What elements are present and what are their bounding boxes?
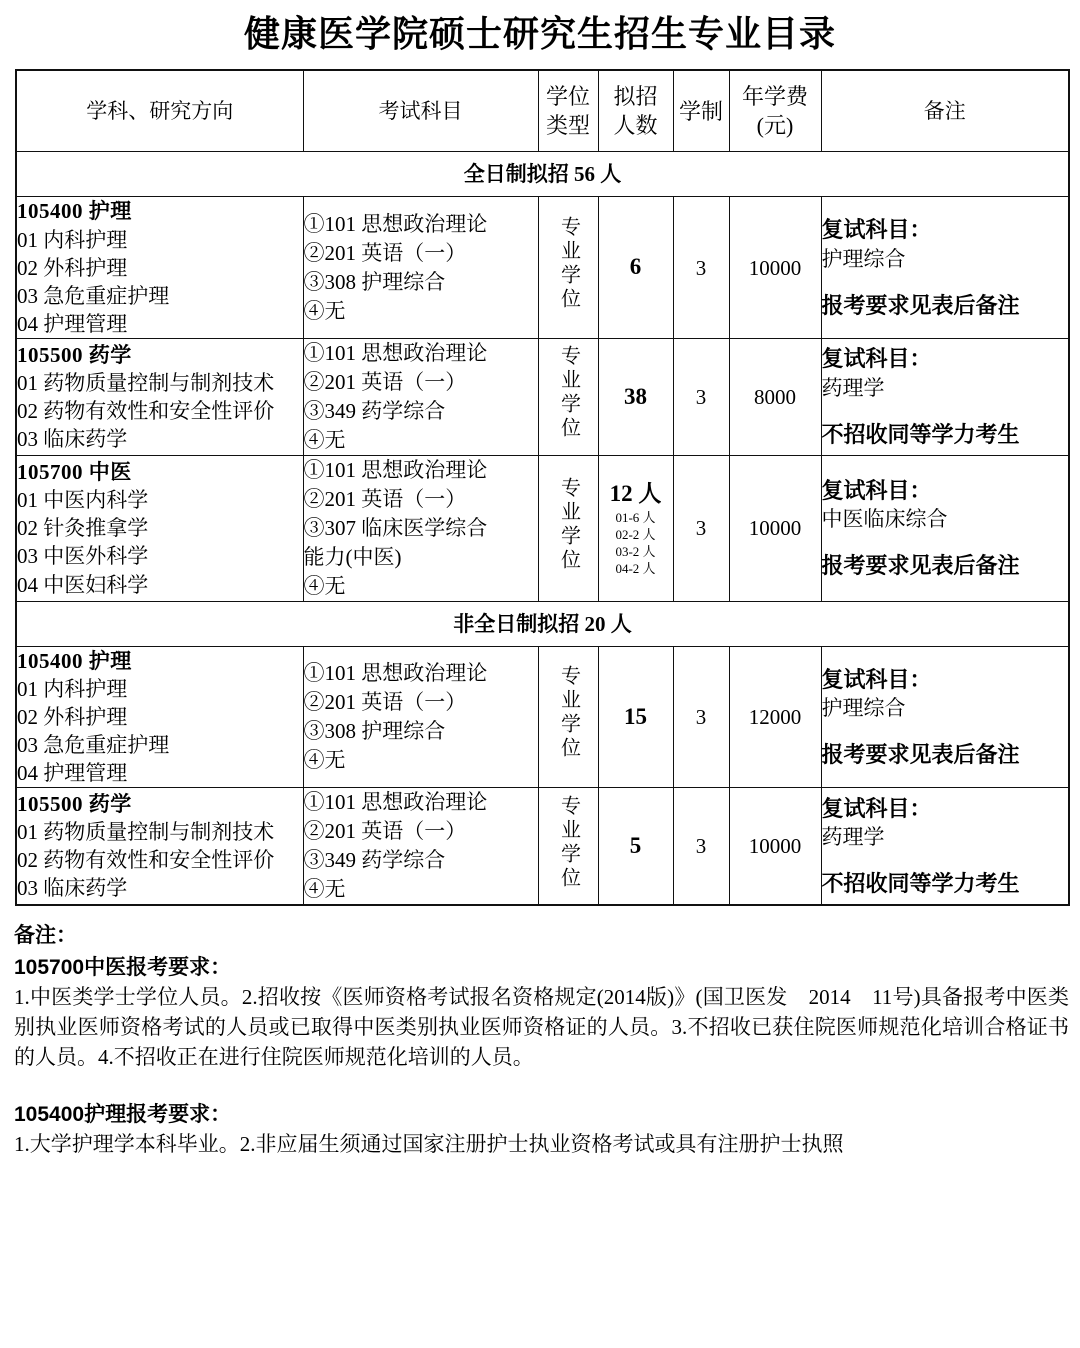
header-subject: 考试科目: [303, 70, 538, 152]
table-row: [16, 788, 1069, 905]
exam-subject: ②201 英语（一）: [303, 486, 467, 511]
quota-total: 5: [629, 832, 642, 858]
exam-subject: ④无: [303, 573, 346, 598]
cell-remark: [821, 197, 1069, 339]
header-degree-type: [538, 70, 598, 152]
cell-duration: 3: [673, 455, 729, 601]
quota-total: 6: [629, 254, 642, 280]
header-degree-type-line2: 类型: [545, 113, 590, 139]
section-band-row: [16, 152, 1069, 197]
cell-annual-fee: 12000: [729, 646, 821, 788]
cell-quota: [598, 339, 673, 456]
exam-subject: ①101 思想政治理论: [303, 790, 488, 815]
research-direction: 03 急危重症护理: [17, 283, 170, 308]
cell-field-directions: [16, 788, 303, 905]
exam-subject: ③349 药学综合: [303, 398, 446, 423]
footnotes-label: 备注：: [14, 924, 77, 948]
footnote-2-heading: 105400护理报考要求：: [14, 1102, 232, 1126]
cell-annual-fee: 10000: [729, 788, 821, 905]
header-degree-type-line1: 学位: [545, 83, 590, 109]
cell-degree-type: [538, 646, 598, 788]
remark-subject: 中医临床综合: [821, 507, 948, 532]
cell-exam-subjects: [303, 646, 538, 788]
cell-annual-fee: 10000: [729, 455, 821, 601]
cell-remark: [821, 455, 1069, 601]
quota-breakdown-item: 04-2 人: [615, 560, 656, 576]
cell-duration: 3: [673, 339, 729, 456]
table-row: [16, 197, 1069, 339]
remark-gap: [822, 851, 1069, 869]
exam-subject: ③308 护理综合: [303, 719, 446, 744]
remark-subject: 护理综合: [821, 246, 906, 271]
section-band-row: [16, 601, 1069, 646]
cell-exam-subjects: [303, 197, 538, 339]
table-body: [16, 70, 1069, 905]
cell-degree-type: [538, 339, 598, 456]
research-direction: 02 外科护理: [17, 255, 128, 280]
exam-subject: ②201 英语（一）: [303, 690, 467, 715]
cell-remark: [821, 646, 1069, 788]
research-direction: 01 内科护理: [17, 676, 128, 701]
header-field: 学科、研究方向: [16, 70, 303, 152]
major-name: 105400 护理: [17, 648, 132, 673]
quota-total: 15: [624, 703, 647, 729]
degree-type-vertical-text: 专业学位: [557, 665, 580, 762]
quota-breakdown-item: 02-2 人: [615, 526, 656, 542]
exam-subject: ①101 思想政治理论: [303, 341, 488, 366]
footnotes-section: [14, 920, 1069, 1160]
section-band-label: 非全日制拟招 20 人: [16, 601, 1069, 646]
exam-subject: ④无: [303, 298, 346, 323]
footnote-1-heading: 105700中医报考要求：: [14, 955, 232, 979]
research-direction: 02 药物有效性和安全性评价: [17, 398, 275, 423]
exam-subject: ④无: [303, 748, 346, 773]
cell-degree-type: [538, 455, 598, 601]
header-quota: [598, 70, 673, 152]
exam-subject: ②201 英语（一）: [303, 819, 467, 844]
cell-exam-subjects: [303, 788, 538, 905]
research-direction: 04 护理管理: [17, 311, 128, 336]
remark-heading: 复试科目：: [821, 346, 932, 372]
research-direction: 03 临床药学: [17, 427, 128, 452]
cell-field-directions: [16, 197, 303, 339]
remark-note: 报考要求见表后备注: [821, 742, 1020, 768]
research-direction: 04 护理管理: [17, 761, 128, 786]
header-fee: [729, 70, 821, 152]
remark-subject: 护理综合: [821, 695, 906, 720]
cell-remark: [821, 339, 1069, 456]
footnote-2-body: 1.大学护理学本科毕业。2.非应届生须通过国家注册护士执业资格考试或具有注册护士执照: [14, 1132, 844, 1157]
research-direction: 02 外科护理: [17, 704, 128, 729]
cell-exam-subjects: [303, 455, 538, 601]
header-quota-line1: 拟招: [613, 83, 658, 109]
remark-note: 报考要求见表后备注: [821, 553, 1020, 579]
exam-subject: ②201 英语（一）: [303, 240, 467, 265]
major-name: 105500 药学: [17, 342, 132, 367]
remark-note: 不招收同等学力考生: [821, 422, 1020, 448]
section-band-label: 全日制拟招 56 人: [16, 152, 1069, 197]
research-direction: 01 中医内科学: [17, 488, 149, 513]
remark-gap: [822, 722, 1069, 740]
degree-type-vertical-text: 专业学位: [557, 216, 580, 313]
remark-note: 报考要求见表后备注: [821, 292, 1020, 318]
remark-note: 不招收同等学力考生: [821, 871, 1020, 897]
research-direction: 03 中医外科学: [17, 544, 149, 569]
remark-gap: [822, 402, 1069, 420]
major-name: 105700 中医: [17, 460, 132, 484]
exam-subject: ①101 思想政治理论: [303, 457, 488, 482]
exam-subject: 能力(中医): [303, 544, 402, 569]
research-direction: 04 中医妇科学: [17, 572, 149, 597]
footnote-1-body: 1.中医类学士学位人员。2.招收按《医师资格考试报名资格规定(2014版)》(国卫医发 2014 11号)具备报考中医类别执业医师资格考试的人员或已取得中医类别执业医师资格证的人员。3.不招收已获住院医师规范化培训合格证书的人员。4.不招收正在进行住院医师规范化培训的人员。: [14, 985, 1069, 1069]
exam-subject: ④无: [303, 877, 346, 902]
header-fee-line2: (元): [756, 113, 794, 139]
research-direction: 01 药物质量控制与制剂技术: [17, 820, 275, 845]
remark-heading: 复试科目：: [821, 795, 932, 821]
quota-total: 12 人: [609, 481, 662, 507]
remark-gap: [822, 533, 1069, 551]
page-title: 健康医学院硕士研究生招生专业目录: [243, 14, 836, 54]
table-row: [16, 646, 1069, 788]
cell-remark: [821, 788, 1069, 905]
cell-duration: 3: [673, 197, 729, 339]
exam-subject: ①101 思想政治理论: [303, 661, 488, 686]
exam-subject: ①101 思想政治理论: [303, 211, 488, 236]
exam-subject: ③349 药学综合: [303, 848, 446, 873]
quota-breakdown-item: 01-6 人: [615, 509, 656, 525]
cell-duration: 3: [673, 646, 729, 788]
cell-exam-subjects: [303, 339, 538, 456]
remark-subject: 药理学: [821, 375, 885, 400]
header-quota-line2: 人数: [613, 113, 658, 139]
exam-subject: ④无: [303, 427, 346, 452]
cell-degree-type: [538, 197, 598, 339]
research-direction: 01 药物质量控制与制剂技术: [17, 370, 275, 395]
remark-gap: [822, 273, 1069, 291]
exam-subject: ③308 护理综合: [303, 269, 446, 294]
research-direction: 03 临床药学: [17, 876, 128, 901]
admissions-catalog-table: [15, 69, 1070, 906]
research-direction: 01 内科护理: [17, 227, 128, 252]
exam-subject: ②201 英语（一）: [303, 369, 467, 394]
cell-quota: [598, 788, 673, 905]
cell-annual-fee: 10000: [729, 197, 821, 339]
table-row: [16, 455, 1069, 601]
major-name: 105500 药学: [17, 792, 132, 817]
degree-type-vertical-text: 专业学位: [557, 476, 580, 573]
cell-quota: [598, 197, 673, 339]
remark-heading: 复试科目：: [821, 477, 932, 503]
header-fee-line1: 年学费: [741, 83, 808, 109]
research-direction: 02 药物有效性和安全性评价: [17, 848, 275, 873]
research-direction: 02 针灸推拿学: [17, 516, 149, 541]
research-direction: 03 急危重症护理: [17, 733, 170, 758]
cell-field-directions: [16, 339, 303, 456]
remark-subject: 药理学: [821, 825, 885, 850]
remark-heading: 复试科目：: [821, 666, 932, 692]
cell-quota: [598, 646, 673, 788]
footnotes-spacer: [14, 1073, 1069, 1099]
header-duration: 学制: [673, 70, 729, 152]
cell-field-directions: [16, 646, 303, 788]
degree-type-vertical-text: 专业学位: [557, 345, 580, 442]
cell-duration: 3: [673, 788, 729, 905]
cell-field-directions: [16, 455, 303, 601]
major-name: 105400 护理: [17, 199, 132, 224]
quota-total: 38: [624, 383, 647, 409]
cell-annual-fee: 8000: [729, 339, 821, 456]
table-row: [16, 339, 1069, 456]
degree-type-vertical-text: 专业学位: [557, 794, 580, 891]
exam-subject: ③307 临床医学综合: [303, 515, 488, 540]
remark-heading: 复试科目：: [821, 217, 932, 243]
cell-quota: [598, 455, 673, 601]
quota-breakdown-item: 03-2 人: [615, 543, 656, 559]
header-remark: 备注: [821, 70, 1069, 152]
cell-degree-type: [538, 788, 598, 905]
table-header-row: [16, 70, 1069, 152]
